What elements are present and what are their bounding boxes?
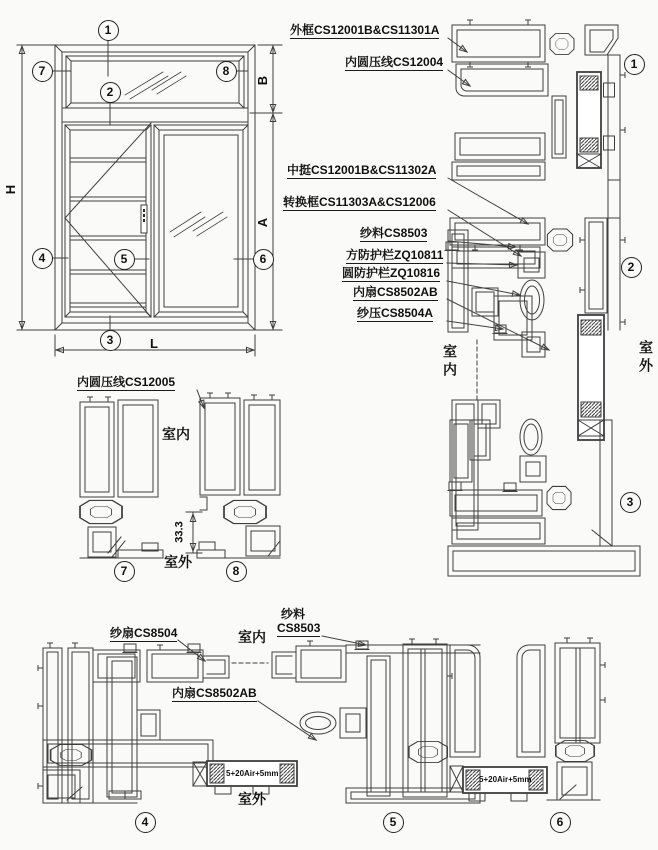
callout-mullion: 中挺CS12001B&CS11302A xyxy=(287,163,437,177)
callout-square-guard: 方防护栏ZQ10811 xyxy=(346,248,444,262)
marker-elevation-2: 2 xyxy=(100,82,121,103)
callout-screen-mesh-b1: 纱料 xyxy=(281,607,306,621)
marker-bottom-6: 6 xyxy=(550,812,571,833)
marker-elevation-8: 8 xyxy=(216,61,237,82)
dim-offset: 33.3 xyxy=(173,521,186,543)
marker-elevation-4: 4 xyxy=(32,248,53,269)
vertical-section-view xyxy=(447,25,640,576)
marker-elevation-5: 5 xyxy=(114,249,135,270)
elevation-view xyxy=(17,40,282,356)
marker-section-2: 2 xyxy=(621,257,642,278)
glass-spec-right: 5+20Air+5mm xyxy=(479,775,532,784)
callout-screen-press: 纱压CS8504A xyxy=(357,306,434,320)
marker-elevation-7: 7 xyxy=(32,61,53,82)
indoor-label-detail: 室内 xyxy=(162,426,190,442)
marker-bottom-4: 4 xyxy=(135,812,156,833)
outdoor-label-detail: 室外 xyxy=(164,554,192,570)
marker-detail-8: 8 xyxy=(226,561,247,582)
indoor-label-section: 室内 xyxy=(442,344,458,380)
callout-screen-mesh: 纱料CS8503 xyxy=(360,226,428,240)
callout-inner-sash: 内扇CS8502AB xyxy=(353,285,438,299)
dim-width: L xyxy=(150,336,158,351)
callout-inner-sash-bottom: 内扇CS8502AB xyxy=(172,686,257,700)
marker-elevation-6: 6 xyxy=(253,249,274,270)
marker-elevation-1: 1 xyxy=(98,20,119,41)
marker-section-3: 3 xyxy=(620,492,641,513)
marker-section-1: 1 xyxy=(624,54,645,75)
callout-round-guard: 圆防护栏ZQ10816 xyxy=(342,266,441,280)
dimension-arrowheads xyxy=(19,45,550,742)
profile-clips xyxy=(38,20,625,801)
dim-lower: A xyxy=(255,217,271,228)
outdoor-label-bottom: 室外 xyxy=(238,791,266,807)
dimension-lines xyxy=(17,45,282,356)
outdoor-label-section: 室外 xyxy=(638,340,654,376)
glass-spec-left: 5+20Air+5mm xyxy=(226,769,279,778)
marker-bottom-5: 5 xyxy=(383,812,404,833)
indoor-label-bottom: 室内 xyxy=(238,629,266,645)
callout-screen-sash: 纱扇CS8504 xyxy=(110,626,178,640)
dim-height: H xyxy=(3,184,19,195)
callout-outer-frame: 外框CS12001B&CS11301A xyxy=(290,23,440,37)
callout-transfer-frame: 转换框CS11303A&CS12006 xyxy=(283,195,436,209)
callout-screen-mesh-b2: CS8503 xyxy=(277,621,321,635)
callout-inner-bead-12005: 内圆压线CS12005 xyxy=(77,375,176,389)
dim-upper: B xyxy=(255,75,271,86)
marker-detail-7: 7 xyxy=(114,561,135,582)
marker-elevation-3: 3 xyxy=(100,330,121,351)
callout-inner-bead-12004: 内圆压线CS12004 xyxy=(345,55,444,69)
